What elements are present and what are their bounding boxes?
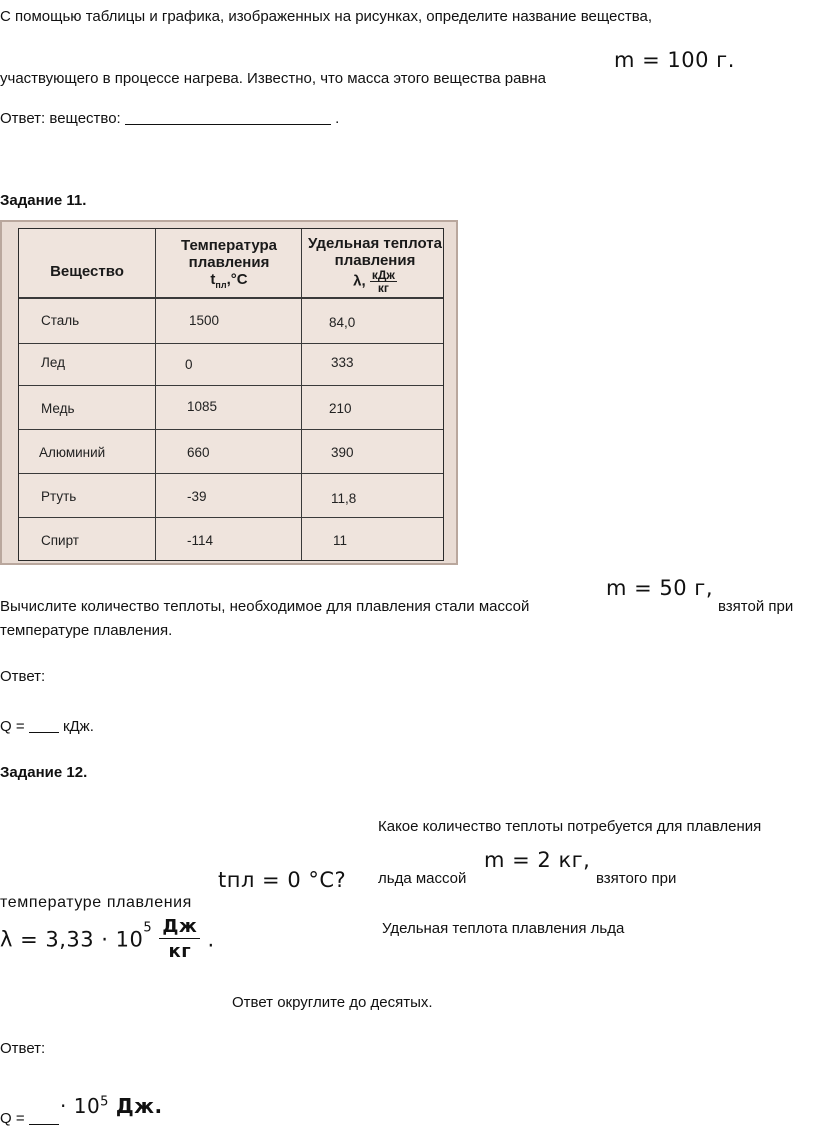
task-11-title: Задание 11.: [0, 192, 87, 209]
mass-formula-100g: m = 100 г.: [614, 48, 735, 72]
table-divider: [301, 229, 302, 560]
table-row-divider: [19, 343, 443, 344]
header-temp-line2: плавления: [188, 254, 270, 271]
header-temp-line1: Температура: [181, 237, 277, 254]
task-12-question-line-1: Какое количество теплоты потребуется для плавления: [378, 818, 762, 835]
mass-formula-2kg: m = 2 кг,: [484, 848, 591, 872]
row-ice-heat: 333: [331, 355, 354, 370]
task-11-question-line-1-end: взятой при: [718, 598, 794, 615]
row-alcohol-name: Спирт: [41, 533, 79, 548]
q-prefix: Q =: [0, 1110, 25, 1127]
mass-formula-50g: m = 50 г,: [606, 576, 714, 600]
lambda-exponent: 5: [143, 920, 153, 936]
answer-end: .: [335, 110, 340, 127]
task-12-answer-blank[interactable]: [29, 1110, 59, 1125]
lambda-end: .: [207, 927, 215, 952]
ice-mass-label: льда массой: [378, 870, 467, 887]
row-steel-name: Сталь: [41, 313, 80, 328]
task-11-question-line-1: Вычислите количество теплоты, необходимое для плавления стали массой: [0, 598, 530, 615]
row-steel-temp: 1500: [189, 313, 220, 328]
answer-exponent-formula: [60, 1094, 163, 1118]
row-ice-name: Лед: [41, 355, 65, 370]
table-row-divider: [19, 385, 443, 386]
row-aluminium-heat: 390: [331, 445, 354, 460]
row-mercury-name: Ртуть: [41, 489, 77, 504]
heat-unit-fraction: $\frac{\text{кДж}}{кг}$: [371, 268, 395, 295]
answer-label: Ответ: вещество:: [0, 110, 121, 127]
specific-heat-ice-label: Удельная теплота плавления льда: [382, 920, 625, 937]
row-copper-name: Медь: [41, 401, 75, 416]
table-header-divider: [19, 297, 443, 299]
header-heat-line2: плавления: [334, 252, 416, 269]
header-specific-heat: [305, 235, 445, 294]
q-unit: кДж.: [62, 718, 94, 735]
intro-line-2: участвующего в процессе нагрева. Известно, что масса этого вещества равна: [0, 70, 547, 87]
row-aluminium-name: Алюминий: [39, 445, 106, 460]
header-heat-line1: Удельная теплота: [308, 235, 442, 252]
row-alcohol-temp: -114: [187, 533, 214, 548]
taken-at-label: взятого при: [596, 870, 677, 887]
lambda-value: λ = 3,33 · 10: [0, 927, 144, 952]
table-divider: [155, 229, 156, 560]
answer-multiplier: · 10: [60, 1094, 101, 1118]
row-mercury-heat: 11,8: [331, 491, 357, 506]
intro-line-1: С помощью таблицы и графика, изображенных на рисунках, определите название вещества,: [0, 8, 653, 25]
answer-substance-line: [0, 110, 339, 127]
melting-table-image: [0, 220, 458, 565]
row-aluminium-temp: 660: [187, 445, 210, 460]
lambda-unit-fraction: $\frac{Дж}{кг}$: [159, 916, 200, 963]
round-note: Ответ округлите до десятых.: [232, 994, 433, 1011]
row-ice-temp: 0: [185, 357, 193, 372]
answer-blank[interactable]: [125, 110, 331, 125]
table-row-divider: [19, 429, 443, 430]
melting-temp-label: температуре плавления: [0, 894, 192, 911]
header-melting-temp: [159, 237, 299, 294]
row-alcohol-heat: 11: [333, 533, 348, 548]
answer-unit: Дж.: [115, 1094, 163, 1118]
row-copper-temp: 1085: [187, 399, 218, 414]
melting-temp-formula: tпл = 0 °С?: [218, 868, 347, 892]
row-steel-heat: 84,0: [329, 315, 356, 330]
row-mercury-temp: -39: [187, 489, 207, 504]
header-substance: Вещество: [50, 263, 124, 280]
task-11-question-line-2: температуре плавления.: [0, 622, 173, 639]
table-row-divider: [19, 517, 443, 518]
q-prefix: Q =: [0, 718, 25, 735]
table-row-divider: [19, 473, 443, 474]
melting-table: [18, 228, 444, 561]
task-12-answer-line: [0, 1110, 59, 1127]
header-heat-symbol: λ, $\frac{\text{кДж}}{кг}$: [353, 268, 395, 295]
task-12-title: Задание 12.: [0, 764, 88, 781]
lambda-formula: [0, 916, 215, 963]
header-temp-symbol: $t_{пл},^\circ С$: [210, 271, 248, 290]
row-copper-heat: 210: [329, 401, 352, 416]
task-11-answer-label: Ответ:: [0, 668, 46, 685]
task-11-answer-blank[interactable]: [29, 718, 59, 733]
answer-exponent: 5: [100, 1094, 109, 1110]
task-11-answer-line: [0, 718, 94, 735]
task-12-answer-label: Ответ:: [0, 1040, 46, 1057]
